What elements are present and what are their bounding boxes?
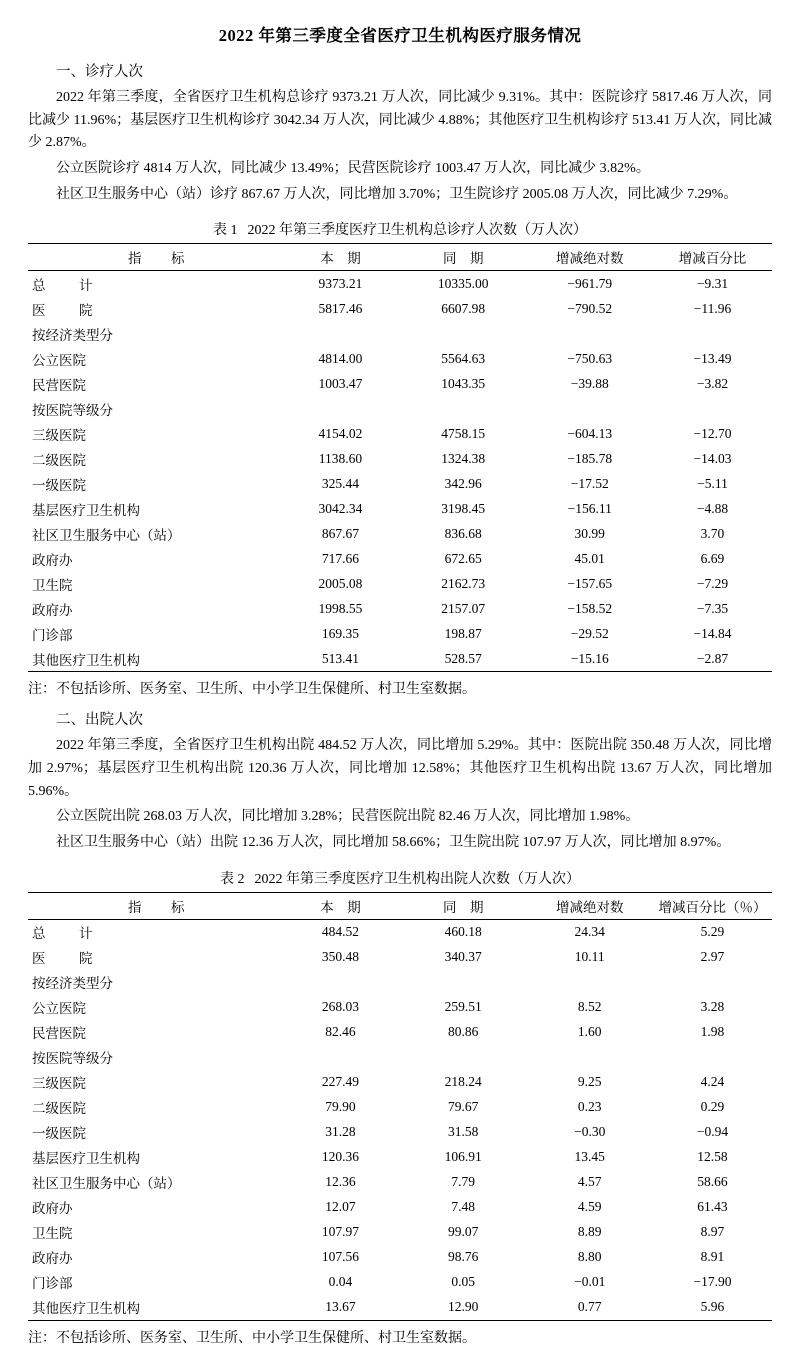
row-label: 公立医院	[32, 352, 86, 368]
table-1-col-abs-change: 增减绝对数	[526, 244, 652, 271]
row-abs-change: −185.78	[567, 450, 613, 466]
row-current	[281, 970, 400, 995]
table-row	[28, 346, 772, 371]
row-current: 13.67	[281, 1295, 400, 1321]
row-pct-change: 8.97	[700, 1224, 725, 1240]
table-2-caption-number: 表 2	[220, 871, 245, 887]
row-label: 门诊部	[32, 1276, 73, 1292]
table-2	[28, 892, 772, 1321]
table-row	[28, 970, 772, 995]
row-abs-change: 8.89	[577, 1224, 602, 1240]
row-previous	[400, 321, 526, 346]
row-previous: 5564.63	[441, 350, 486, 366]
table-1-header-row	[28, 244, 772, 271]
section-2-paragraph-2: 公立医院出院 268.03 万人次，同比增加 3.28%；民营医院出院 82.46 万人次，同比增加 1.98%。	[56, 809, 640, 825]
row-abs-change: −790.52	[567, 300, 613, 316]
row-label: 其他医疗卫生机构	[28, 1295, 281, 1321]
row-abs-change: 0.23	[577, 1099, 602, 1115]
table-row	[28, 995, 772, 1020]
row-abs-change: −15.16	[526, 646, 652, 672]
table-row	[28, 571, 772, 596]
row-label: 一级医院	[32, 1126, 86, 1142]
table-row	[28, 296, 772, 321]
table-row	[28, 271, 772, 297]
table-row	[28, 321, 772, 346]
table-1-note: 注：不包括诊所、医务室、卫生所、中小学卫生保健所、村卫生室数据。	[28, 682, 476, 698]
row-pct-change: 58.66	[697, 1174, 728, 1190]
row-pct-change: −7.35	[696, 600, 729, 616]
row-previous: 340.37	[444, 949, 482, 965]
row-abs-change: −29.52	[570, 625, 609, 641]
row-abs-change: 45.01	[574, 550, 605, 566]
table-row	[28, 1170, 772, 1195]
table-row	[28, 646, 772, 672]
row-current: 169.35	[321, 625, 360, 641]
row-abs-change: 1.60	[577, 1024, 602, 1040]
row-pct-change: −3.82	[696, 375, 729, 391]
row-pct-change: −4.88	[696, 500, 729, 516]
table-row	[28, 446, 772, 471]
row-previous: 259.51	[444, 999, 482, 1015]
row-pct-change: −14.03	[693, 450, 732, 466]
row-abs-change: 4.59	[577, 1199, 602, 1215]
row-pct-change	[653, 396, 772, 421]
row-label: 按经济类型分	[32, 976, 113, 992]
table-1-caption-number: 表 1	[213, 223, 238, 239]
table-row	[28, 1120, 772, 1145]
row-current: 12.07	[325, 1199, 356, 1215]
row-current: 2005.08	[318, 575, 363, 591]
row-previous: 198.87	[444, 625, 482, 641]
row-label: 政府办	[32, 1201, 73, 1217]
row-label: 二级医院	[32, 1101, 86, 1117]
row-label: 门诊部	[32, 627, 73, 643]
row-previous: 342.96	[444, 475, 482, 491]
section-2-paragraph-3: 社区卫生服务中心（站）出院 12.36 万人次，同比增加 58.66%；卫生院出院 107.97 万人次，同比增加 8.97%。	[56, 835, 731, 851]
row-abs-change: 8.52	[577, 999, 602, 1015]
row-previous: 0.05	[451, 1274, 476, 1290]
table-2-header-row	[28, 892, 772, 919]
row-abs-change: −0.30	[574, 1124, 606, 1140]
row-pct-change: −11.96	[693, 300, 732, 316]
table-row	[28, 1045, 772, 1070]
row-current: 12.36	[325, 1174, 356, 1190]
row-current: 4154.02	[318, 425, 363, 441]
table-row	[28, 945, 772, 970]
row-label: 社区卫生服务中心（站）	[32, 527, 181, 543]
row-abs-change: 8.80	[577, 1249, 602, 1265]
row-label: 按医院等级分	[32, 402, 113, 418]
row-previous	[400, 1045, 526, 1070]
table-1-col-indicator: 指 标	[28, 244, 281, 271]
row-previous: 98.76	[448, 1249, 479, 1265]
row-pct-change: −12.70	[693, 425, 732, 441]
row-previous: 218.24	[444, 1074, 482, 1090]
row-previous	[400, 970, 526, 995]
table-row	[28, 1245, 772, 1270]
table-row	[28, 421, 772, 446]
table-2-col-indicator: 指 标	[28, 892, 281, 919]
row-previous: 7.79	[451, 1174, 476, 1190]
row-previous: 12.90	[400, 1295, 526, 1321]
table-row	[28, 521, 772, 546]
row-label: 政府办	[32, 552, 73, 568]
table-1-caption	[28, 219, 772, 239]
table-row	[28, 1070, 772, 1095]
row-label: 医 院	[32, 951, 103, 967]
row-abs-change: −961.79	[567, 275, 613, 291]
row-pct-change: 8.91	[700, 1249, 725, 1265]
row-current: 268.03	[321, 999, 360, 1015]
row-abs-change: 30.99	[574, 525, 605, 541]
row-abs-change	[526, 1045, 652, 1070]
row-pct-change: −7.29	[696, 575, 729, 591]
row-current: 1003.47	[318, 375, 363, 391]
table-1-caption-text: 2022 年第三季度医疗卫生机构总诊疗人次数（万人次）	[247, 223, 587, 239]
row-label: 按医院等级分	[32, 1051, 113, 1067]
row-label: 基层医疗卫生机构	[32, 1151, 140, 1167]
section-1-paragraph-2: 公立医院诊疗 4814 万人次，同比减少 13.49%；民营医院诊疗 1003.47 万人次，同比减少 3.82%。	[56, 161, 650, 177]
row-pct-change: 5.29	[700, 924, 725, 940]
row-previous: 836.68	[444, 525, 482, 541]
row-previous: 3198.45	[441, 500, 486, 516]
table-row	[28, 396, 772, 421]
table-1	[28, 243, 772, 672]
row-label: 医 院	[32, 302, 103, 318]
row-current: 325.44	[321, 475, 360, 491]
row-previous: 1324.38	[441, 450, 486, 466]
row-abs-change: 13.45	[574, 1149, 605, 1165]
row-current: 4814.00	[318, 350, 363, 366]
row-abs-change: −0.01	[574, 1274, 606, 1290]
row-current: 350.48	[321, 949, 360, 965]
section-2-paragraph-1: 2022 年第三季度，全省医疗卫生机构出院 484.52 万人次，同比增加 5.29%。其中：医院出院 350.48 万人次，同比增加 2.97%；基层医疗卫生机构出院 120.36 万人次，同比增加 12.58%；其他医疗卫生机构出院 13.67 万人次，同比增加 5.96%。	[28, 738, 772, 799]
row-label: 民营医院	[32, 1026, 86, 1042]
row-abs-change: −604.13	[567, 425, 613, 441]
section-heading-1: 一、诊疗人次	[56, 64, 143, 80]
row-previous: 528.57	[400, 646, 526, 672]
row-pct-change: −9.31	[696, 275, 729, 291]
row-abs-change: 10.11	[574, 949, 605, 965]
row-current: 79.90	[325, 1099, 356, 1115]
row-pct-change: −2.87	[653, 646, 772, 672]
row-pct-change: 3.70	[700, 525, 725, 541]
table-row	[28, 371, 772, 396]
row-pct-change: 12.58	[697, 1149, 728, 1165]
table-2-caption	[28, 868, 772, 888]
table-row	[28, 471, 772, 496]
row-pct-change: −5.11	[697, 475, 728, 491]
row-previous: 6607.98	[441, 300, 486, 316]
table-row	[28, 496, 772, 521]
row-pct-change: 6.69	[700, 550, 725, 566]
row-previous: 79.67	[448, 1099, 479, 1115]
row-previous: 672.65	[444, 550, 482, 566]
row-current: 513.41	[281, 646, 400, 672]
row-abs-change: 24.34	[574, 924, 605, 940]
row-label: 其他医疗卫生机构	[28, 646, 281, 672]
row-pct-change: 0.29	[700, 1099, 725, 1115]
row-previous: 99.07	[448, 1224, 479, 1240]
row-abs-change: −39.88	[570, 375, 609, 391]
row-label: 基层医疗卫生机构	[32, 502, 140, 518]
row-pct-change	[653, 1045, 772, 1070]
row-abs-change: 9.25	[577, 1074, 602, 1090]
row-label: 卫生院	[32, 577, 73, 593]
row-current: 82.46	[325, 1024, 356, 1040]
row-current: 120.36	[321, 1149, 360, 1165]
row-previous: 2162.73	[441, 575, 486, 591]
row-previous: 106.91	[444, 1149, 482, 1165]
row-label: 卫生院	[32, 1226, 73, 1242]
row-pct-change	[653, 970, 772, 995]
table-2-col-current: 本 期	[281, 892, 400, 919]
section-1-paragraph-1: 2022 年第三季度，全省医疗卫生机构总诊疗 9373.21 万人次，同比减少 9.31%。其中：医院诊疗 5817.46 万人次，同比减少 11.96%；基层医疗卫生机构诊疗 3042.34 万人次，同比减少 4.88%；其他医疗卫生机构诊疗 513.41 万人次，同比减少 2.87%。	[28, 90, 772, 151]
row-label: 公立医院	[32, 1001, 86, 1017]
row-pct-change: 1.98	[700, 1024, 725, 1040]
row-abs-change: −156.11	[567, 500, 612, 516]
table-1-col-previous: 同 期	[400, 244, 526, 271]
row-current: 717.66	[321, 550, 360, 566]
row-current: 867.67	[321, 525, 360, 541]
table-row	[28, 621, 772, 646]
section-1-paragraph-3: 社区卫生服务中心（站）诊疗 867.67 万人次，同比增加 3.70%；卫生院诊疗 2005.08 万人次，同比减少 7.29%。	[56, 186, 738, 202]
table-2-col-pct-change: 增减百分比（％）	[653, 892, 772, 919]
row-abs-change	[526, 970, 652, 995]
row-abs-change: −750.63	[567, 350, 613, 366]
row-label: 三级医院	[32, 1076, 86, 1092]
row-label: 政府办	[32, 1251, 73, 1267]
row-pct-change: 5.96	[653, 1295, 772, 1321]
row-current: 0.04	[328, 1274, 353, 1290]
table-2-caption-text: 2022 年第三季度医疗卫生机构出院人次数（万人次）	[254, 871, 580, 887]
row-current: 9373.21	[318, 275, 363, 291]
page-title: 2022 年第三季度全省医疗卫生机构医疗服务情况	[218, 26, 582, 45]
table-row	[28, 1270, 772, 1295]
row-label: 政府办	[32, 602, 73, 618]
row-label: 民营医院	[32, 377, 86, 393]
row-abs-change: 0.77	[526, 1295, 652, 1321]
table-row	[28, 596, 772, 621]
row-label: 按经济类型分	[32, 327, 113, 343]
row-current: 227.49	[321, 1074, 360, 1090]
row-abs-change	[526, 321, 652, 346]
row-label: 二级医院	[32, 452, 86, 468]
row-label: 社区卫生服务中心（站）	[32, 1176, 181, 1192]
row-previous: 31.58	[448, 1124, 479, 1140]
row-current: 1998.55	[318, 600, 363, 616]
row-pct-change: 3.28	[700, 999, 725, 1015]
row-current: 1138.60	[318, 450, 363, 466]
row-pct-change: 2.97	[700, 949, 725, 965]
section-heading-2: 二、出院人次	[56, 712, 143, 729]
row-previous: 2157.07	[441, 600, 486, 616]
table-row	[28, 919, 772, 945]
row-current: 484.52	[321, 924, 360, 940]
row-previous: 1043.35	[441, 375, 486, 391]
table-2-note: 注：不包括诊所、医务室、卫生所、中小学卫生保健所、村卫生室数据。	[28, 1330, 476, 1346]
row-current	[281, 396, 400, 421]
row-abs-change: −157.65	[567, 575, 613, 591]
row-label: 一级医院	[32, 477, 86, 493]
row-pct-change	[653, 321, 772, 346]
row-previous: 7.48	[451, 1199, 476, 1215]
row-current: 5817.46	[318, 300, 363, 316]
table-row	[28, 1095, 772, 1120]
row-previous: 4758.15	[441, 425, 486, 441]
table-row	[28, 546, 772, 571]
row-abs-change: −158.52	[567, 600, 613, 616]
table-2-col-abs-change: 增减绝对数	[526, 892, 652, 919]
row-current: 3042.34	[318, 500, 363, 516]
row-current	[281, 1045, 400, 1070]
row-previous	[400, 396, 526, 421]
row-abs-change: −17.52	[570, 475, 609, 491]
table-1-col-pct-change: 增减百分比	[653, 244, 772, 271]
row-pct-change: −17.90	[693, 1274, 732, 1290]
row-pct-change: −14.84	[693, 625, 732, 641]
row-label: 三级医院	[32, 427, 86, 443]
table-row	[28, 1295, 772, 1321]
row-pct-change: 61.43	[697, 1199, 728, 1215]
row-current: 31.28	[325, 1124, 356, 1140]
row-previous: 10335.00	[437, 275, 489, 291]
row-label: 总 计	[32, 926, 103, 942]
table-row	[28, 1145, 772, 1170]
row-previous: 460.18	[444, 924, 482, 940]
row-abs-change	[526, 396, 652, 421]
table-row	[28, 1195, 772, 1220]
row-previous: 80.86	[448, 1024, 479, 1040]
row-label: 总 计	[32, 277, 103, 293]
table-1-col-current: 本 期	[281, 244, 400, 271]
row-current: 107.97	[321, 1224, 360, 1240]
row-current: 107.56	[321, 1249, 360, 1265]
table-2-col-previous: 同 期	[400, 892, 526, 919]
row-abs-change: 4.57	[577, 1174, 602, 1190]
row-pct-change: 4.24	[700, 1074, 725, 1090]
table-row	[28, 1020, 772, 1045]
row-pct-change: −13.49	[693, 350, 732, 366]
row-current	[281, 321, 400, 346]
table-row	[28, 1220, 772, 1245]
row-pct-change: −0.94	[696, 1124, 729, 1140]
